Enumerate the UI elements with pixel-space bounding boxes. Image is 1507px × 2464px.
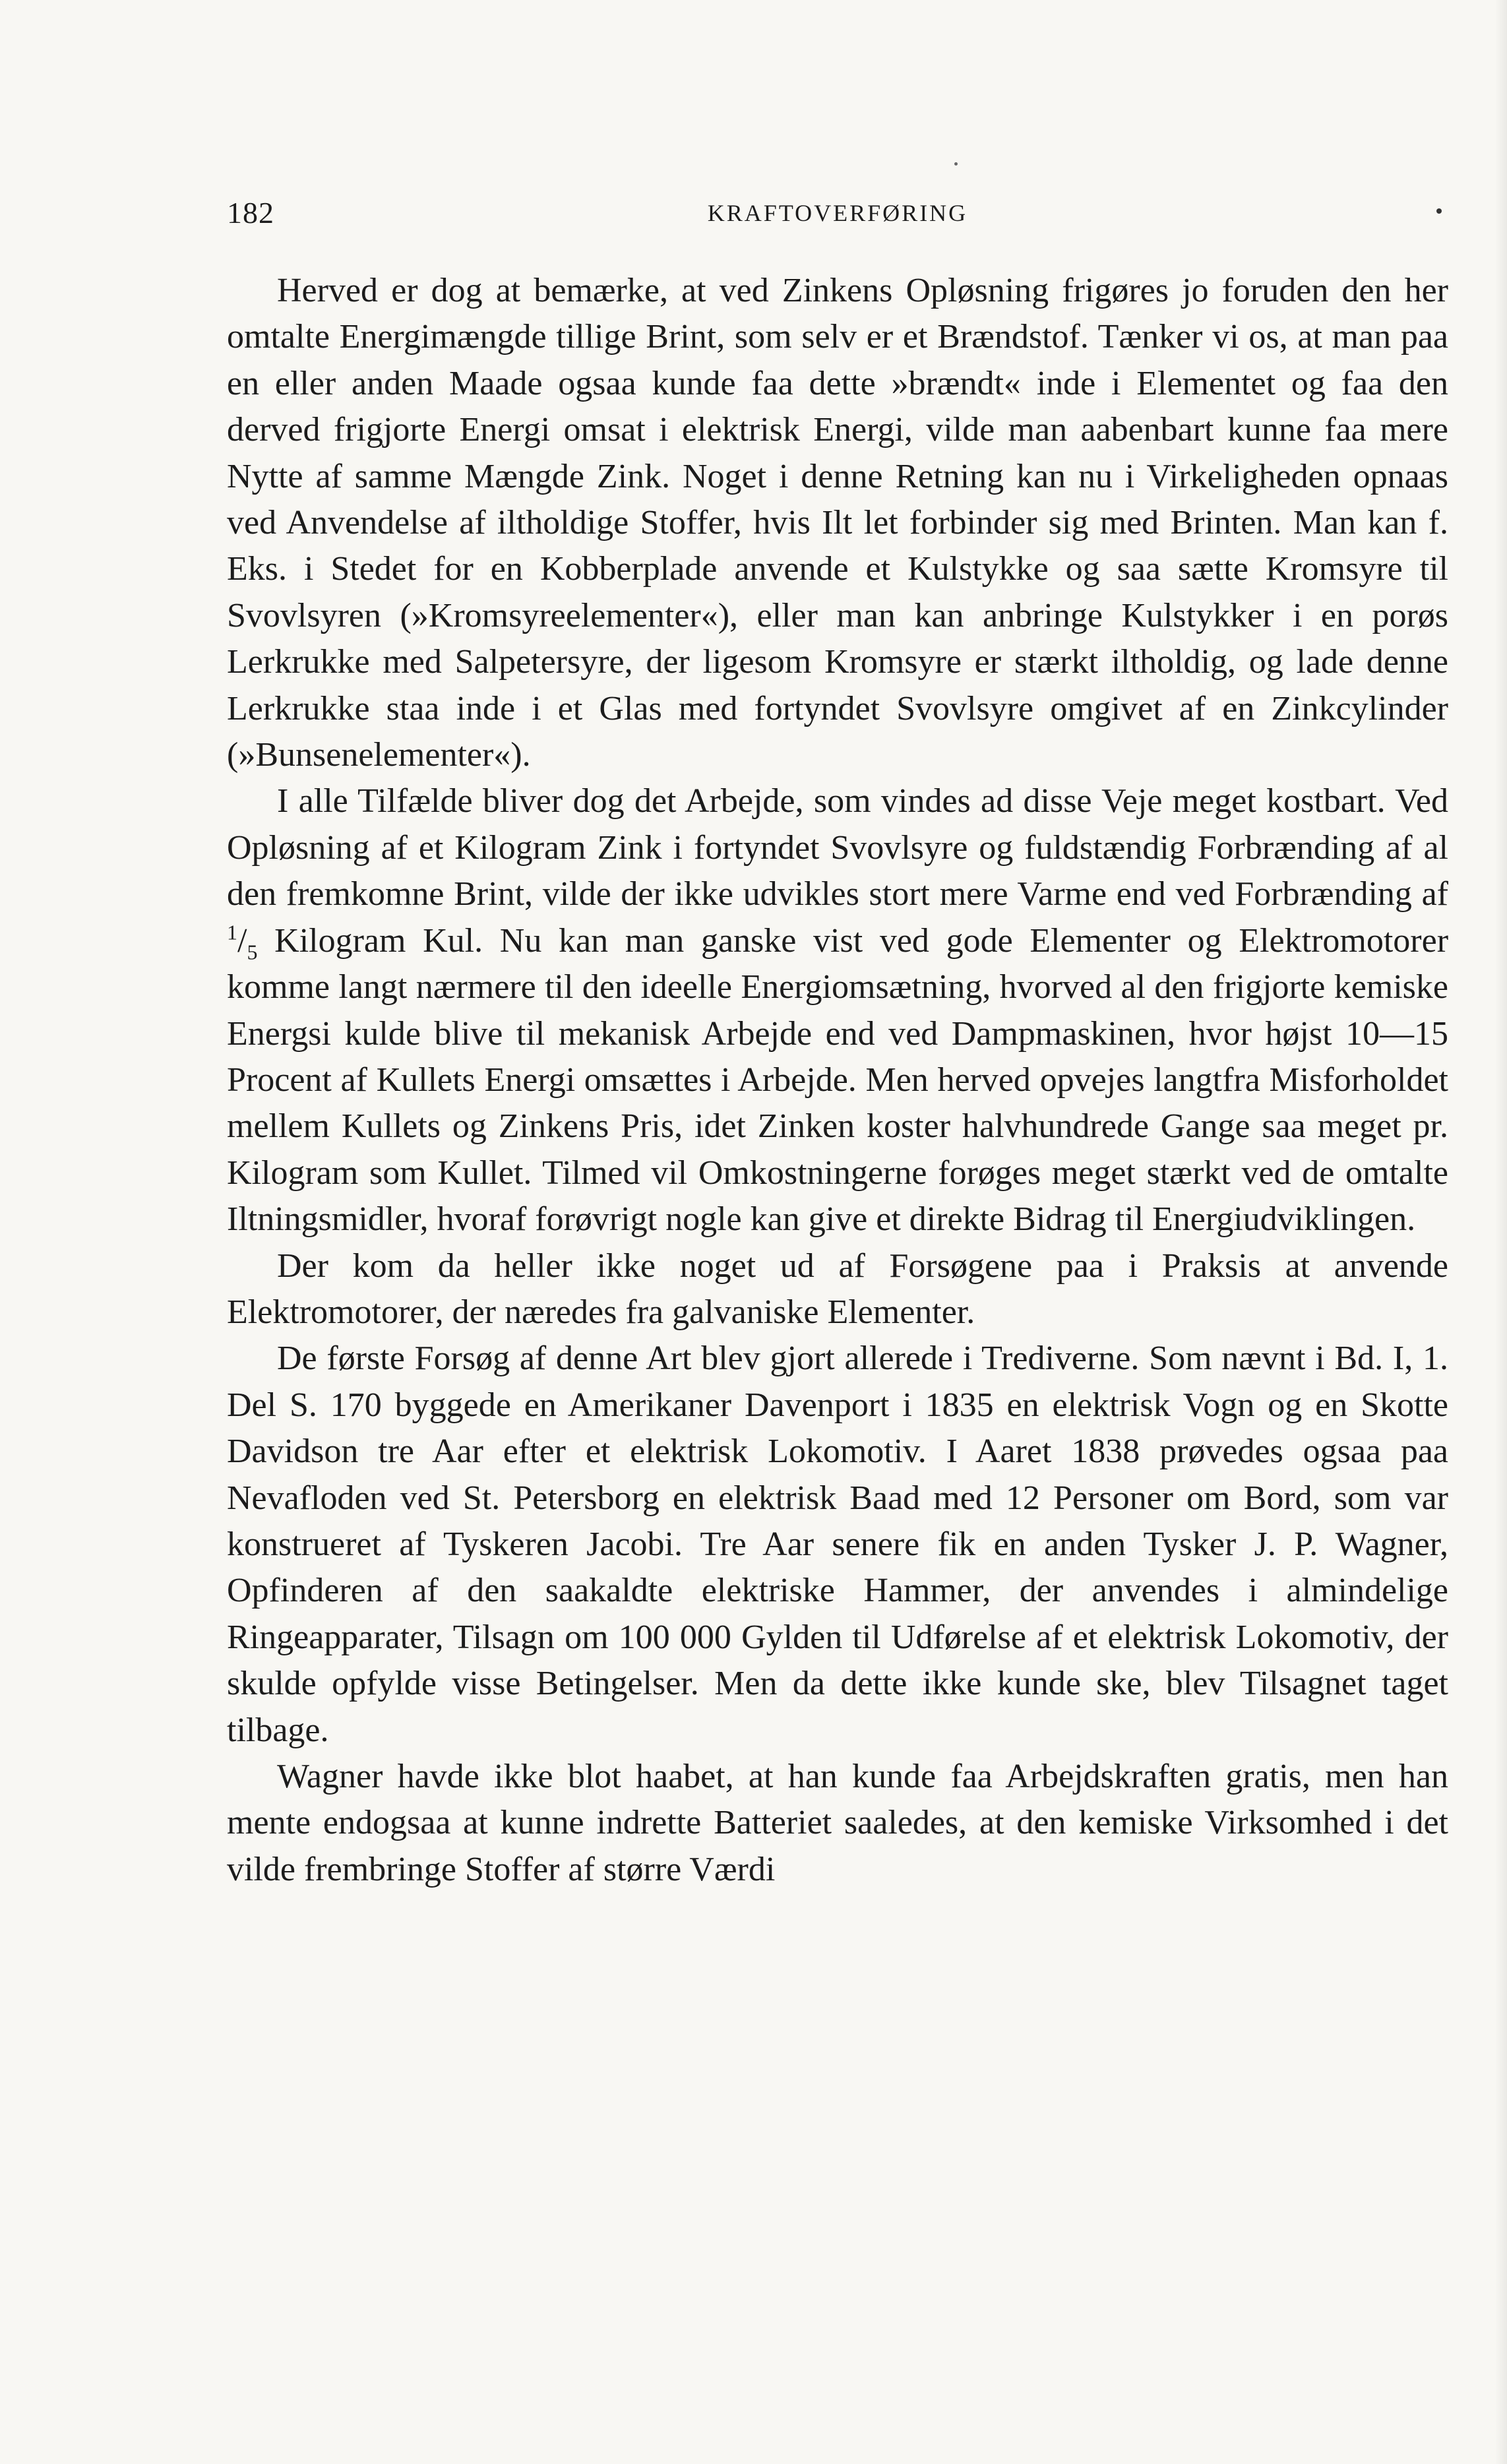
paragraph-1: Herved er dog at bemærke, at ved Zinkens Opløsning frigøres jo foruden den her omtalte Energimængde tillige Brint, som selv er et Brændstof. Tænker vi os, at man paa en eller anden Maade ogsaa kunde faa dette »brændt« inde i Elementet og faa den derved frigjorte Energi omsat i elektrisk Energi, vilde man aabenbart kunne faa mere Nytte af samme Mængde Zink. Noget i denne Retning kan nu i Virkeligheden opnaas ved Anvendelse af iltholdige Stoffer, hvis Ilt let forbinder sig med Brinten. Man kan f. Eks. i Stedet for en Kobberplade anvende et Kulstykke og saa sætte Kromsyre til Svovlsyren (»Kromsyreelementer«), eller man kan anbringe Kulstykker i en porøs Lerkrukke med Salpetersyre, der ligesom Kromsyre er stærkt iltholdig, og lade denne Lerkrukke staa inde i et Glas med fortyndet Svovlsyre omgivet af en Zinkcylinder (»Bunsenelementer«). xyxy=(227,272,1448,774)
page-header xyxy=(227,195,1448,235)
fraction-denominator: 5 xyxy=(247,940,258,964)
body-text xyxy=(227,268,1448,1893)
paragraph-5: Wagner havde ikke blot haabet, at han kunde faa Arbejdskraften gratis, men han mente endogsaa at kunne indrette Batteriet saaledes, at den kemiske Virksomhed i det vilde frembringe Stoffer af større Værdi xyxy=(227,1758,1448,1888)
paper-speck xyxy=(954,162,958,166)
page-edge-shadow xyxy=(1495,0,1507,2464)
running-title: KRAFTOVERFØRING xyxy=(707,200,968,226)
paragraph-2-after: Kilogram Kul. Nu kan man ganske vist ved gode Elementer og Elektromotorer komme langt nærmere til den ideelle Energiomsætning, hvorved al den frigjorte kemiske Energsi kulde blive til mekanisk Arbejde end ved Dampmaskinen, hvor højst 10—15 Procent af Kullets Energi omsættes i Arbejde. Men herved opvejes langtfra Misforholdet mellem Kullets og Zinkens Pris, idet Zinken koster halvhundrede Gange saa meget pr. Kilogram som Kullet. Tilmed vil Omkostningerne forøges meget stærkt ved de omtalte Iltningsmidler, hvoraf forøvrigt nogle kan give et direkte Bidrag til Energiudviklingen. xyxy=(227,921,1449,1239)
page-number: 182 xyxy=(227,196,274,230)
paragraph-4: De første Forsøg af denne Art blev gjort allerede i Trediverne. Som nævnt i Bd. I, 1. Del S. 170 byggede en Amerikaner Davenport i 1835 en elektrisk Vogn og en Skotte Davidson tre Aar efter et elektrisk Lokomotiv. I Aaret 1838 prøvedes ogsaa paa Nevafloden ved St. Petersborg en elektrisk Baad med 12 Personer om Bord, som var konstrueret af Tyskeren Jacobi. Tre Aar senere fik en anden Tysker J. P. Wagner, Opfinderen af den saakaldte elektriske Hammer, der anvendes i almindelige Ringeapparater, Tilsagn om 100 000 Gylden til Udførelse af et elektrisk Lokomotiv, der skulde opfylde visse Betingelser. Men da dette ikke kunde ske, blev Tilsagnet taget tilbage. xyxy=(227,1340,1448,1749)
paragraph-3: Der kom da heller ikke noget ud af Forsøgene paa i Praksis at anvende Elektromotorer, der næredes fra galvaniske Elementer. xyxy=(227,1247,1448,1331)
paragraph-2 xyxy=(227,778,1448,1243)
paragraph-2-before: I alle Tilfælde bliver dog det Arbejde, som vindes ad disse Veje meget kostbart. Ved Opløsning af et Kilogram Zink i fortyndet Svovlsyre og fuldstændig Forbrænding af al den fremkomne Brint, vilde der ikke udvikles stort mere Varme end ved Forbrænding af xyxy=(227,782,1448,913)
fraction-numerator: 1 xyxy=(227,920,237,944)
header-dot xyxy=(1436,208,1442,214)
fraction: $^1/_5$ xyxy=(227,920,258,964)
